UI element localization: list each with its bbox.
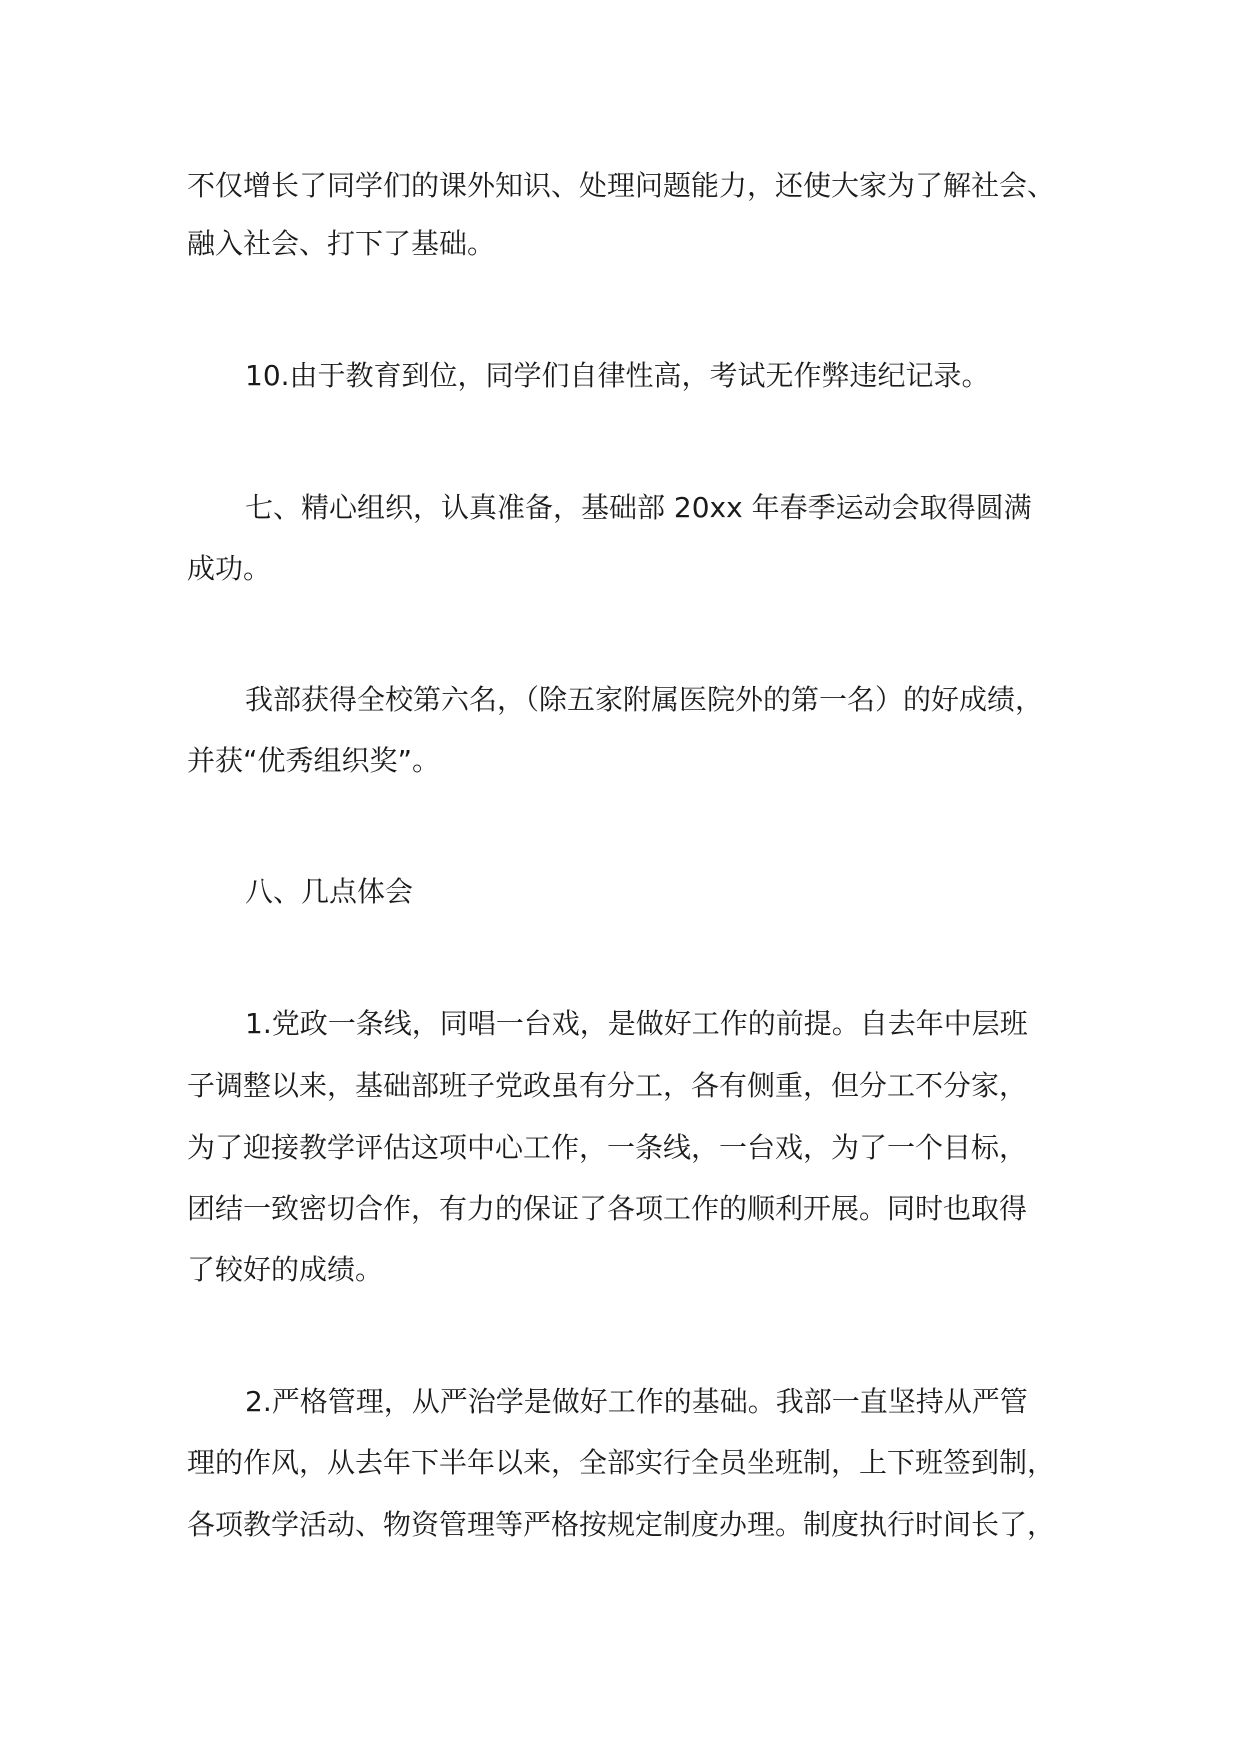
paragraph-line: 10.由于教育到位，同学们自律性高，考试无作弊违纪记录。 <box>245 359 990 392</box>
paragraph-line: 成功。 <box>187 552 272 585</box>
paragraph-line: 子调整以来，基础部班子党政虽有分工，各有侧重，但分工不分家， <box>187 1069 1028 1102</box>
paragraph-line: 理的作风，从去年下半年以来，全部实行全员坐班制，上下班签到制， <box>187 1446 1056 1479</box>
paragraph-line: 融入社会、打下了基础。 <box>187 227 496 260</box>
section-heading-line: 七、精心组织，认真准备，基础部 20xx 年春季运动会取得圆满 <box>245 491 1032 524</box>
paragraph-line: 了较好的成绩。 <box>187 1253 384 1286</box>
paragraph-line: 1.党政一条线，同唱一台戏，是做好工作的前提。自去年中层班 <box>245 1007 1028 1040</box>
paragraph-line: 不仅增长了同学们的课外知识、处理问题能力，还使大家为了解社会、 <box>187 169 1056 202</box>
paragraph-line: 团结一致密切合作，有力的保证了各项工作的顺利开展。同时也取得 <box>187 1192 1028 1225</box>
paragraph-line: 为了迎接教学评估这项中心工作，一条线，一台戏，为了一个目标， <box>187 1131 1028 1164</box>
paragraph-line: 2.严格管理，从严治学是做好工作的基础。我部一直坚持从严管 <box>245 1385 1028 1418</box>
paragraph-line: 我部获得全校第六名，（除五家附属医院外的第一名）的好成绩， <box>245 683 1044 716</box>
paragraph-line: 并获“优秀组织奖”。 <box>187 744 441 777</box>
section-heading: 八、几点体会 <box>245 875 414 908</box>
paragraph-line: 各项教学活动、物资管理等严格按规定制度办理。制度执行时间长了， <box>187 1508 1056 1541</box>
